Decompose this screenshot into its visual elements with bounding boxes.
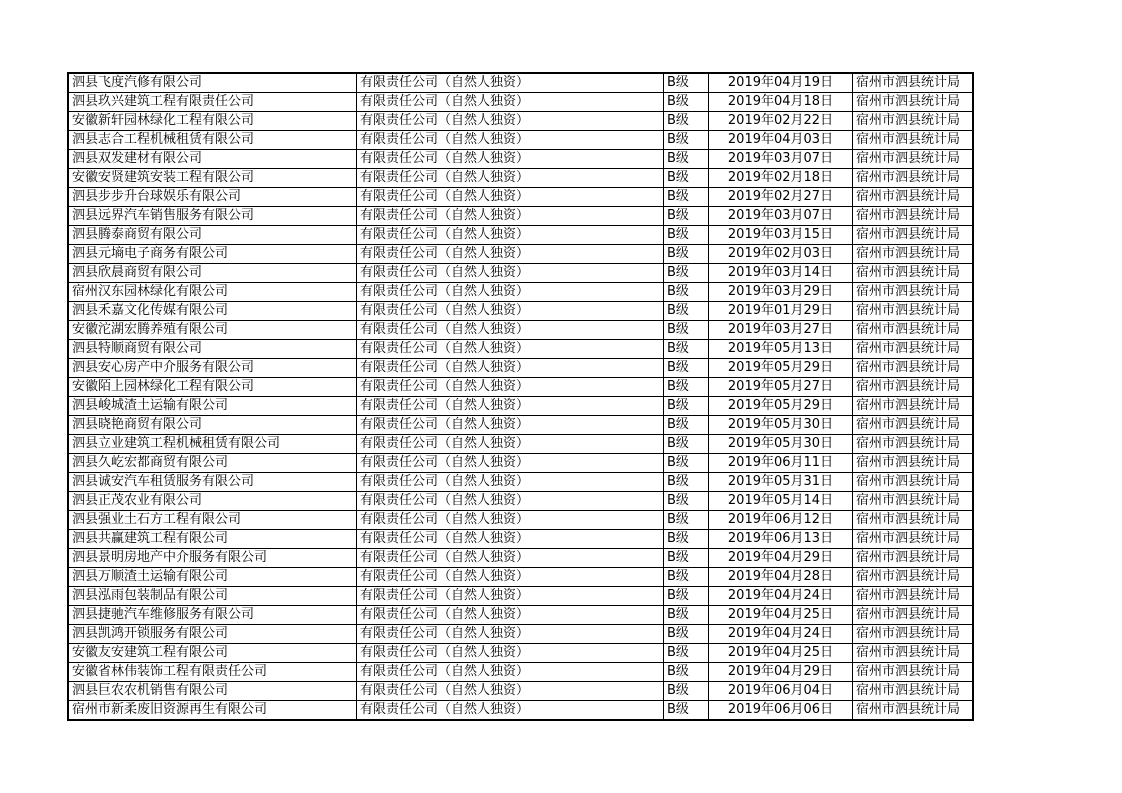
company-type-cell: 有限责任公司（自然人独资） — [357, 530, 664, 549]
table-row — [68, 473, 973, 492]
authority-cell: 宿州市泗县统计局 — [853, 378, 974, 397]
company-type-cell: 有限责任公司（自然人独资） — [357, 321, 664, 340]
company-type-cell: 有限责任公司（自然人独资） — [357, 378, 664, 397]
company-name-cell: 泗县飞度汽修有限公司 — [68, 73, 357, 93]
credit-grade-cell: B级 — [664, 321, 709, 340]
credit-grade-cell: B级 — [664, 397, 709, 416]
table-row — [68, 283, 973, 302]
credit-grade-cell: B级 — [664, 245, 709, 264]
credit-grade-cell: B级 — [664, 511, 709, 530]
credit-grade-cell: B级 — [664, 169, 709, 188]
rating-date-cell: 2019年05月31日 — [709, 473, 853, 492]
company-name-cell: 泗县凯鸿开锁服务有限公司 — [68, 625, 357, 644]
company-type-cell: 有限责任公司（自然人独资） — [357, 606, 664, 625]
company-type-cell: 有限责任公司（自然人独资） — [357, 226, 664, 245]
table-row — [68, 340, 973, 359]
company-name-cell: 泗县元墒电子商务有限公司 — [68, 245, 357, 264]
credit-grade-cell: B级 — [664, 473, 709, 492]
company-name-cell: 泗县特顺商贸有限公司 — [68, 340, 357, 359]
credit-grade-cell: B级 — [664, 701, 709, 721]
company-type-cell: 有限责任公司（自然人独资） — [357, 663, 664, 682]
company-name-cell: 安徽安贤建筑安装工程有限公司 — [68, 169, 357, 188]
company-name-cell: 泗县久屹宏都商贸有限公司 — [68, 454, 357, 473]
table-row — [68, 302, 973, 321]
rating-date-cell: 2019年04月24日 — [709, 587, 853, 606]
authority-cell: 宿州市泗县统计局 — [853, 340, 974, 359]
company-name-cell: 泗县泓雨包装制品有限公司 — [68, 587, 357, 606]
rating-date-cell: 2019年03月27日 — [709, 321, 853, 340]
credit-grade-cell: B级 — [664, 378, 709, 397]
rating-date-cell: 2019年03月29日 — [709, 283, 853, 302]
company-name-cell: 泗县志合工程机械租赁有限公司 — [68, 131, 357, 150]
rating-date-cell: 2019年05月29日 — [709, 397, 853, 416]
rating-date-cell: 2019年04月29日 — [709, 549, 853, 568]
table-row — [68, 625, 973, 644]
rating-date-cell: 2019年02月22日 — [709, 112, 853, 131]
credit-grade-cell: B级 — [664, 492, 709, 511]
authority-cell: 宿州市泗县统计局 — [853, 73, 974, 93]
credit-grade-cell: B级 — [664, 625, 709, 644]
company-name-cell: 宿州汉东园林绿化有限公司 — [68, 283, 357, 302]
company-type-cell: 有限责任公司（自然人独资） — [357, 701, 664, 721]
rating-date-cell: 2019年01月29日 — [709, 302, 853, 321]
authority-cell: 宿州市泗县统计局 — [853, 416, 974, 435]
company-name-cell: 宿州市新柔废旧资源再生有限公司 — [68, 701, 357, 721]
authority-cell: 宿州市泗县统计局 — [853, 169, 974, 188]
table-row — [68, 454, 973, 473]
rating-date-cell: 2019年05月30日 — [709, 416, 853, 435]
company-name-cell: 泗县强业土石方工程有限公司 — [68, 511, 357, 530]
company-type-cell: 有限责任公司（自然人独资） — [357, 150, 664, 169]
rating-date-cell: 2019年04月29日 — [709, 663, 853, 682]
table-row — [68, 663, 973, 682]
table-row — [68, 511, 973, 530]
credit-grade-cell: B级 — [664, 340, 709, 359]
authority-cell: 宿州市泗县统计局 — [853, 549, 974, 568]
company-name-cell: 泗县安心房产中介服务有限公司 — [68, 359, 357, 378]
company-type-cell: 有限责任公司（自然人独资） — [357, 340, 664, 359]
company-name-cell: 泗县禾嘉文化传媒有限公司 — [68, 302, 357, 321]
credit-grade-cell: B级 — [664, 435, 709, 454]
credit-grade-cell: B级 — [664, 568, 709, 587]
credit-grade-cell: B级 — [664, 264, 709, 283]
company-name-cell: 泗县巨农农机销售有限公司 — [68, 682, 357, 701]
company-type-cell: 有限责任公司（自然人独资） — [357, 93, 664, 112]
rating-date-cell: 2019年05月13日 — [709, 340, 853, 359]
company-name-cell: 泗县玖兴建筑工程有限责任公司 — [68, 93, 357, 112]
authority-cell: 宿州市泗县统计局 — [853, 207, 974, 226]
credit-grade-cell: B级 — [664, 663, 709, 682]
company-type-cell: 有限责任公司（自然人独资） — [357, 644, 664, 663]
table-row — [68, 530, 973, 549]
authority-cell: 宿州市泗县统计局 — [853, 663, 974, 682]
authority-cell: 宿州市泗县统计局 — [853, 473, 974, 492]
rating-date-cell: 2019年03月15日 — [709, 226, 853, 245]
rating-date-cell: 2019年05月29日 — [709, 359, 853, 378]
company-type-cell: 有限责任公司（自然人独资） — [357, 568, 664, 587]
authority-cell: 宿州市泗县统计局 — [853, 131, 974, 150]
table-row — [68, 245, 973, 264]
authority-cell: 宿州市泗县统计局 — [853, 682, 974, 701]
company-type-cell: 有限责任公司（自然人独资） — [357, 435, 664, 454]
company-name-cell: 安徽新轩园林绿化工程有限公司 — [68, 112, 357, 131]
credit-grade-cell: B级 — [664, 682, 709, 701]
company-type-cell: 有限责任公司（自然人独资） — [357, 245, 664, 264]
rating-date-cell: 2019年05月27日 — [709, 378, 853, 397]
company-type-cell: 有限责任公司（自然人独资） — [357, 112, 664, 131]
rating-date-cell: 2019年06月04日 — [709, 682, 853, 701]
credit-grade-cell: B级 — [664, 150, 709, 169]
rating-date-cell: 2019年03月07日 — [709, 207, 853, 226]
authority-cell: 宿州市泗县统计局 — [853, 701, 974, 721]
table-row — [68, 492, 973, 511]
company-type-cell: 有限责任公司（自然人独资） — [357, 397, 664, 416]
table-row — [68, 378, 973, 397]
company-type-cell: 有限责任公司（自然人独资） — [357, 511, 664, 530]
rating-date-cell: 2019年04月25日 — [709, 644, 853, 663]
credit-grade-cell: B级 — [664, 188, 709, 207]
rating-date-cell: 2019年04月25日 — [709, 606, 853, 625]
credit-grade-cell: B级 — [664, 93, 709, 112]
credit-grade-cell: B级 — [664, 416, 709, 435]
rating-date-cell: 2019年06月11日 — [709, 454, 853, 473]
table-row — [68, 226, 973, 245]
credit-grade-cell: B级 — [664, 207, 709, 226]
company-name-cell: 泗县峻城渣土运输有限公司 — [68, 397, 357, 416]
authority-cell: 宿州市泗县统计局 — [853, 625, 974, 644]
company-type-cell: 有限责任公司（自然人独资） — [357, 549, 664, 568]
rating-date-cell: 2019年04月03日 — [709, 131, 853, 150]
table-row — [68, 321, 973, 340]
authority-cell: 宿州市泗县统计局 — [853, 606, 974, 625]
credit-grade-cell: B级 — [664, 549, 709, 568]
authority-cell: 宿州市泗县统计局 — [853, 568, 974, 587]
table-row — [68, 397, 973, 416]
credit-grade-cell: B级 — [664, 131, 709, 150]
rating-date-cell: 2019年04月19日 — [709, 73, 853, 93]
authority-cell: 宿州市泗县统计局 — [853, 530, 974, 549]
credit-grade-cell: B级 — [664, 226, 709, 245]
authority-cell: 宿州市泗县统计局 — [853, 226, 974, 245]
company-name-cell: 泗县捷驰汽车维修服务有限公司 — [68, 606, 357, 625]
company-type-cell: 有限责任公司（自然人独资） — [357, 587, 664, 606]
rating-date-cell: 2019年02月03日 — [709, 245, 853, 264]
table-row — [68, 644, 973, 663]
authority-cell: 宿州市泗县统计局 — [853, 93, 974, 112]
credit-grade-cell: B级 — [664, 112, 709, 131]
authority-cell: 宿州市泗县统计局 — [853, 302, 974, 321]
table-row — [68, 701, 973, 721]
authority-cell: 宿州市泗县统计局 — [853, 454, 974, 473]
rating-date-cell: 2019年04月24日 — [709, 625, 853, 644]
authority-cell: 宿州市泗县统计局 — [853, 188, 974, 207]
company-name-cell: 泗县腾泰商贸有限公司 — [68, 226, 357, 245]
company-name-cell: 泗县万顺渣土运输有限公司 — [68, 568, 357, 587]
authority-cell: 宿州市泗县统计局 — [853, 112, 974, 131]
company-name-cell: 安徽友安建筑工程有限公司 — [68, 644, 357, 663]
authority-cell: 宿州市泗县统计局 — [853, 492, 974, 511]
company-name-cell: 泗县共赢建筑工程有限公司 — [68, 530, 357, 549]
rating-date-cell: 2019年06月06日 — [709, 701, 853, 721]
company-type-cell: 有限责任公司（自然人独资） — [357, 454, 664, 473]
company-type-cell: 有限责任公司（自然人独资） — [357, 207, 664, 226]
company-name-cell: 泗县正茂农业有限公司 — [68, 492, 357, 511]
company-name-cell: 泗县远界汽车销售服务有限公司 — [68, 207, 357, 226]
table-row — [68, 73, 973, 93]
table-row — [68, 93, 973, 112]
rating-date-cell: 2019年04月18日 — [709, 93, 853, 112]
table-row — [68, 587, 973, 606]
company-type-cell: 有限责任公司（自然人独资） — [357, 169, 664, 188]
company-name-cell: 泗县诚安汽车租赁服务有限公司 — [68, 473, 357, 492]
company-type-cell: 有限责任公司（自然人独资） — [357, 283, 664, 302]
table-row — [68, 435, 973, 454]
credit-grade-cell: B级 — [664, 302, 709, 321]
credit-grade-cell: B级 — [664, 283, 709, 302]
company-type-cell: 有限责任公司（自然人独资） — [357, 264, 664, 283]
table-row — [68, 112, 973, 131]
authority-cell: 宿州市泗县统计局 — [853, 245, 974, 264]
company-type-cell: 有限责任公司（自然人独资） — [357, 473, 664, 492]
table-row — [68, 264, 973, 283]
table-row — [68, 549, 973, 568]
authority-cell: 宿州市泗县统计局 — [853, 321, 974, 340]
table-row — [68, 169, 973, 188]
company-name-cell: 泗县双发建材有限公司 — [68, 150, 357, 169]
company-name-cell: 泗县立业建筑工程机械租赁有限公司 — [68, 435, 357, 454]
credit-grade-cell: B级 — [664, 73, 709, 93]
table-row — [68, 150, 973, 169]
table-row — [68, 131, 973, 150]
rating-date-cell: 2019年06月12日 — [709, 511, 853, 530]
company-name-cell: 泗县晓艳商贸有限公司 — [68, 416, 357, 435]
rating-date-cell: 2019年03月07日 — [709, 150, 853, 169]
authority-cell: 宿州市泗县统计局 — [853, 283, 974, 302]
rating-date-cell: 2019年02月27日 — [709, 188, 853, 207]
company-type-cell: 有限责任公司（自然人独资） — [357, 416, 664, 435]
table-row — [68, 416, 973, 435]
authority-cell: 宿州市泗县统计局 — [853, 264, 974, 283]
authority-cell: 宿州市泗县统计局 — [853, 150, 974, 169]
rating-date-cell: 2019年05月14日 — [709, 492, 853, 511]
table-row — [68, 188, 973, 207]
company-name-cell: 泗县欣晨商贸有限公司 — [68, 264, 357, 283]
table-body — [68, 73, 973, 720]
rating-date-cell: 2019年06月13日 — [709, 530, 853, 549]
company-type-cell: 有限责任公司（自然人独资） — [357, 73, 664, 93]
table-row — [68, 682, 973, 701]
credit-grade-cell: B级 — [664, 530, 709, 549]
company-type-cell: 有限责任公司（自然人独资） — [357, 188, 664, 207]
authority-cell: 宿州市泗县统计局 — [853, 511, 974, 530]
company-type-cell: 有限责任公司（自然人独资） — [357, 359, 664, 378]
rating-date-cell: 2019年05月30日 — [709, 435, 853, 454]
rating-date-cell: 2019年02月18日 — [709, 169, 853, 188]
authority-cell: 宿州市泗县统计局 — [853, 359, 974, 378]
authority-cell: 宿州市泗县统计局 — [853, 397, 974, 416]
company-type-cell: 有限责任公司（自然人独资） — [357, 302, 664, 321]
table-row — [68, 568, 973, 587]
authority-cell: 宿州市泗县统计局 — [853, 435, 974, 454]
company-name-cell: 安徽省林伟装饰工程有限责任公司 — [68, 663, 357, 682]
credit-grade-cell: B级 — [664, 587, 709, 606]
table-row — [68, 606, 973, 625]
company-name-cell: 泗县步步升台球娱乐有限公司 — [68, 188, 357, 207]
company-name-cell: 安徽陌上园林绿化工程有限公司 — [68, 378, 357, 397]
credit-grade-cell: B级 — [664, 359, 709, 378]
rating-date-cell: 2019年03月14日 — [709, 264, 853, 283]
company-name-cell: 安徽沱湖宏腾养殖有限公司 — [68, 321, 357, 340]
company-type-cell: 有限责任公司（自然人独资） — [357, 682, 664, 701]
credit-grade-cell: B级 — [664, 606, 709, 625]
table-row — [68, 207, 973, 226]
credit-grade-cell: B级 — [664, 454, 709, 473]
company-type-cell: 有限责任公司（自然人独资） — [357, 625, 664, 644]
company-type-cell: 有限责任公司（自然人独资） — [357, 492, 664, 511]
company-name-cell: 泗县景明房地产中介服务有限公司 — [68, 549, 357, 568]
table-row — [68, 359, 973, 378]
rating-date-cell: 2019年04月28日 — [709, 568, 853, 587]
authority-cell: 宿州市泗县统计局 — [853, 644, 974, 663]
company-type-cell: 有限责任公司（自然人独资） — [357, 131, 664, 150]
authority-cell: 宿州市泗县统计局 — [853, 587, 974, 606]
credit-grade-cell: B级 — [664, 644, 709, 663]
credit-rating-table — [67, 72, 974, 721]
